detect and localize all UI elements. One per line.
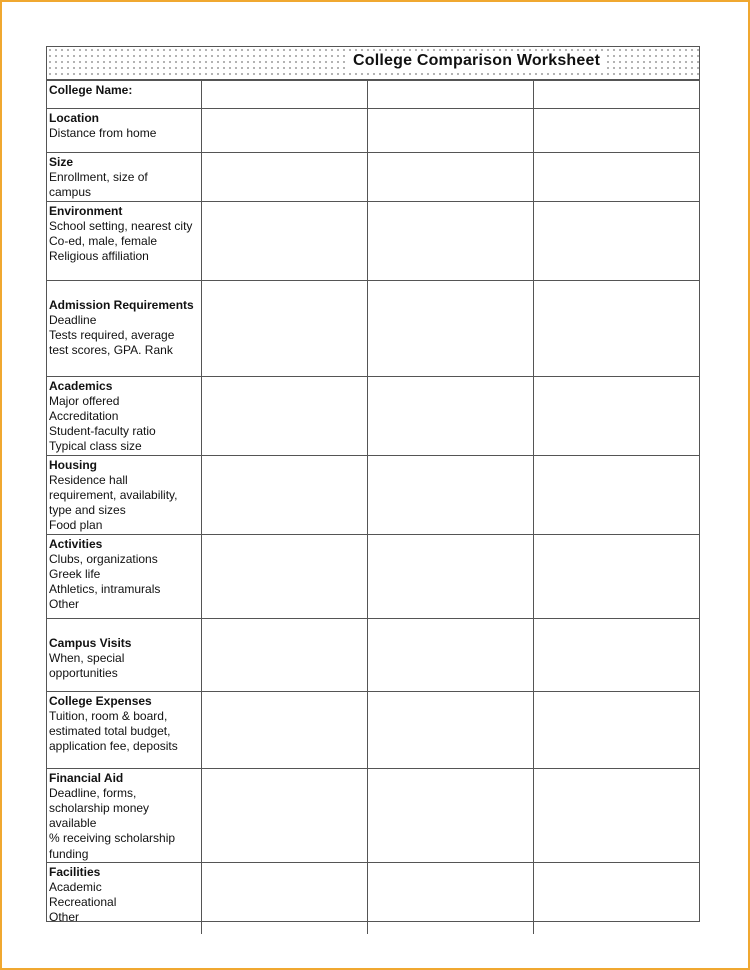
table-row (47, 376, 699, 455)
criteria-cell (47, 534, 201, 618)
criteria-cell (47, 862, 201, 934)
college-3-entry-cell[interactable] (533, 201, 699, 280)
college-3-entry-cell[interactable] (533, 109, 699, 153)
criteria-details: Deadline, forms, scholarship money available % receiving scholarship funding (49, 785, 176, 861)
table-row (47, 153, 699, 202)
college-1-entry-cell[interactable] (201, 768, 367, 862)
criteria-details: Deadline Tests required, average test scores, GPA. Rank (49, 312, 175, 358)
college-1-entry-cell[interactable] (201, 618, 367, 691)
college-3-entry-cell[interactable] (533, 691, 699, 768)
criteria-details: Distance from home (49, 126, 157, 141)
college-3-entry-cell[interactable] (533, 862, 699, 934)
comparison-table (47, 80, 699, 934)
college-3-entry-cell[interactable] (533, 534, 699, 618)
table-row (47, 81, 699, 109)
college-1-entry-cell[interactable] (201, 201, 367, 280)
criteria-cell (47, 153, 201, 202)
title-bar (47, 47, 699, 80)
college-3-entry-cell[interactable] (533, 618, 699, 691)
college-2-entry-cell[interactable] (367, 691, 533, 768)
criteria-heading: Housing (49, 457, 97, 472)
criteria-heading: Campus Visits (49, 635, 132, 650)
table-row (47, 691, 699, 768)
criteria-heading: Academics (49, 378, 113, 393)
criteria-cell (47, 280, 201, 376)
table-row (47, 534, 699, 618)
criteria-details: Enrollment, size of campus (49, 170, 148, 200)
college-2-entry-cell[interactable] (367, 455, 533, 534)
college-2-entry-cell[interactable] (367, 109, 533, 153)
college-3-entry-cell[interactable] (533, 153, 699, 202)
criteria-heading: College Expenses (49, 693, 152, 708)
college-3-entry-cell[interactable] (533, 768, 699, 862)
college-3-entry-cell[interactable] (533, 455, 699, 534)
college-3-entry-cell[interactable] (533, 81, 699, 109)
college-2-entry-cell[interactable] (367, 862, 533, 934)
college-3-entry-cell[interactable] (533, 280, 699, 376)
criteria-heading: Facilities (49, 864, 101, 879)
criteria-heading: Admission Requirements (49, 297, 194, 312)
criteria-cell (47, 109, 201, 153)
college-1-entry-cell[interactable] (201, 534, 367, 618)
criteria-cell (47, 81, 201, 109)
table-row (47, 618, 699, 691)
college-1-entry-cell[interactable] (201, 862, 367, 934)
criteria-details: Residence hall requirement, availability, type and sizes Food plan (49, 472, 178, 533)
table-row (47, 862, 699, 934)
worksheet (46, 46, 700, 925)
criteria-details: Tuition, room & board, estimated total budget, application fee, deposits (49, 708, 178, 754)
college-1-entry-cell[interactable] (201, 280, 367, 376)
criteria-heading: Environment (49, 203, 123, 218)
college-2-entry-cell[interactable] (367, 618, 533, 691)
criteria-cell (47, 691, 201, 768)
criteria-heading: Financial Aid (49, 770, 124, 785)
college-1-entry-cell[interactable] (201, 81, 367, 109)
criteria-cell (47, 455, 201, 534)
college-2-entry-cell[interactable] (367, 280, 533, 376)
criteria-cell (47, 768, 201, 862)
college-1-entry-cell[interactable] (201, 153, 367, 202)
criteria-details: When, special opportunities (49, 650, 125, 681)
table-row (47, 109, 699, 153)
college-2-entry-cell[interactable] (367, 81, 533, 109)
college-2-entry-cell[interactable] (367, 376, 533, 455)
college-2-entry-cell[interactable] (367, 534, 533, 618)
criteria-heading: Activities (49, 536, 103, 551)
criteria-details: Academic Recreational Other (49, 880, 117, 925)
table-row (47, 201, 699, 280)
criteria-heading: College Name: (49, 83, 133, 97)
college-2-entry-cell[interactable] (367, 201, 533, 280)
table-row (47, 455, 699, 534)
table-row (47, 768, 699, 862)
criteria-heading: Size (49, 155, 74, 169)
worksheet-title: College Comparison Worksheet (347, 52, 606, 70)
college-2-entry-cell[interactable] (367, 768, 533, 862)
college-2-entry-cell[interactable] (367, 153, 533, 202)
college-1-entry-cell[interactable] (201, 691, 367, 768)
criteria-details: Major offered Accreditation Student-faculty ratio Typical class size (49, 393, 156, 454)
college-1-entry-cell[interactable] (201, 455, 367, 534)
table-row (47, 280, 699, 376)
college-3-entry-cell[interactable] (533, 376, 699, 455)
criteria-cell (47, 618, 201, 691)
criteria-cell (47, 201, 201, 280)
college-1-entry-cell[interactable] (201, 376, 367, 455)
criteria-details: Clubs, organizations Greek life Athletics, intramurals Other (49, 551, 161, 612)
college-1-entry-cell[interactable] (201, 109, 367, 153)
criteria-cell (47, 376, 201, 455)
criteria-details: School setting, nearest city Co-ed, male, female Religious affiliation (49, 218, 193, 264)
criteria-heading: Location (49, 111, 99, 125)
